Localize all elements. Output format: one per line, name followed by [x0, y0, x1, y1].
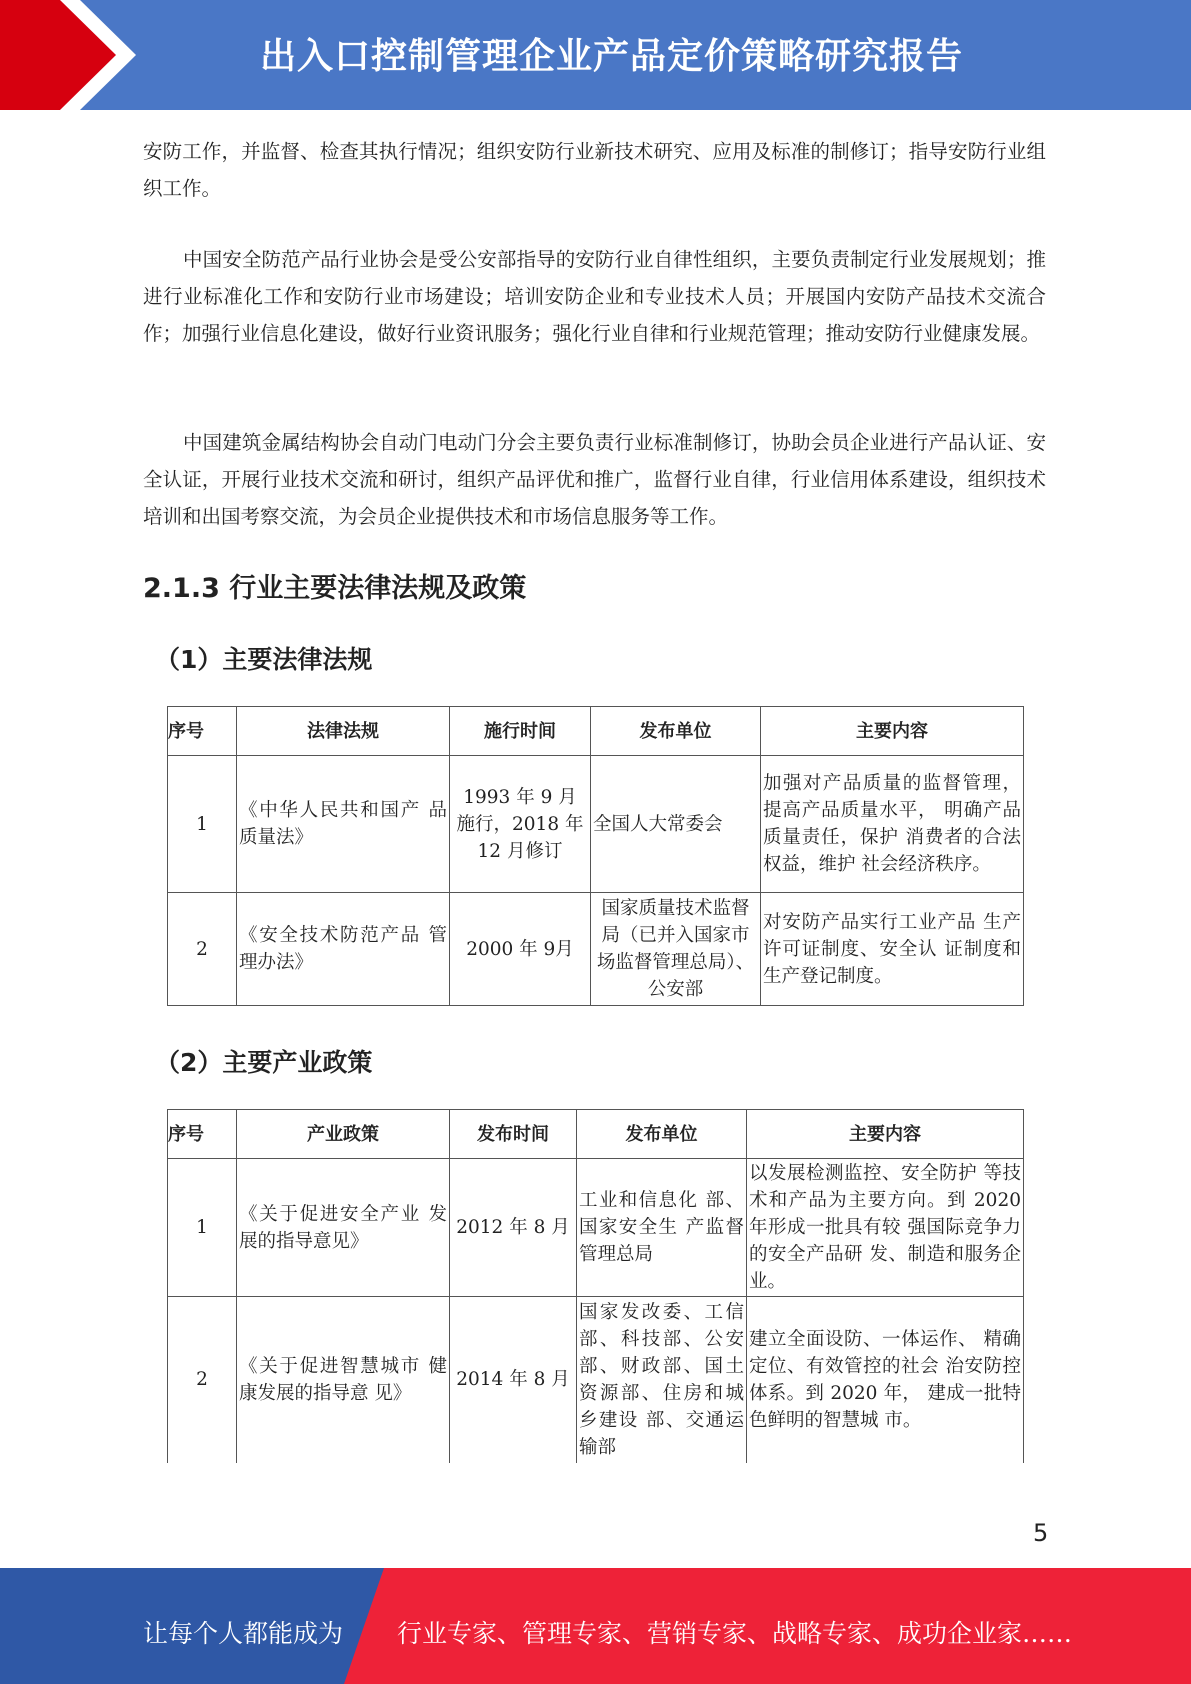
cell-date: 2000 年 9月: [450, 893, 591, 1006]
table-header-row: [168, 1110, 1024, 1159]
page-footer: [0, 1568, 1191, 1684]
cell-index: 1: [168, 1159, 237, 1297]
policies-heading: （2）主要产业政策: [155, 1048, 373, 1077]
header-arrow-decoration: [0, 0, 160, 110]
page-header: [0, 0, 1191, 110]
cell-content: 建立全面设防、一体运作、 精确定位、有效管控的社会 治安防控体系。到 2020 年， 建成一批特色鲜明的智慧城 市。: [747, 1297, 1024, 1463]
cell-issuer: 全国人大常委会: [591, 756, 761, 893]
cell-index: 2: [168, 1297, 237, 1463]
col-header-issuer: 发布单位: [577, 1110, 747, 1159]
cell-issuer: 国家质量技术监督局（已并入国家市场监督管理总局）、公安部: [591, 893, 761, 1006]
page-number: 5: [1033, 1519, 1049, 1547]
cell-policy: 《关于促进安全产业 发展的指导意见》: [237, 1159, 450, 1297]
footer-slogan-right: 行业专家、管理专家、营销专家、战略专家、成功企业家……: [397, 1619, 1073, 1648]
cell-law: 《中华人民共和国产 品质量法》: [237, 756, 450, 893]
policies-table: [167, 1109, 1024, 1463]
cell-date: 2012 年 8 月: [450, 1159, 577, 1297]
cell-index: 2: [168, 893, 237, 1006]
col-header-index: 序号: [168, 707, 237, 756]
col-header-index: 序号: [168, 1110, 237, 1159]
cell-content: 对安防产品实行工业产品 生产许可证制度、安全认 证制度和生产登记制度。: [761, 893, 1024, 1006]
col-header-policy: 产业政策: [237, 1110, 450, 1159]
cell-policy: 《关于促进智慧城市 健康发展的指导意 见》: [237, 1297, 450, 1463]
paragraph-1: 安防工作，并监督、检查其执行情况；组织安防行业新技术研究、应用及标准的制修订；指导安防行业组织工作。: [143, 140, 1046, 200]
report-title: 出入口控制管理企业产品定价策略研究报告: [260, 36, 964, 77]
cell-issuer: 国家发改委、工信部、科技部、公安部、财政部、国土资源部、住房和城乡建设 部、交通运输部: [577, 1297, 747, 1463]
cell-index: 1: [168, 756, 237, 893]
cell-content: 以发展检测监控、安全防护 等技术和产品为主要方向。到 2020 年形成一批具有较 强国际竞争力的安全产品研 发、制造和服务企业。: [747, 1159, 1024, 1297]
table-row: [168, 1159, 1024, 1297]
cell-law: 《安全技术防范产品 管理办法》: [237, 893, 450, 1006]
paragraph-3: 中国建筑金属结构协会自动门电动门分会主要负责行业标准制修订，协助会员企业进行产品认证、安全认证，开展行业技术交流和研讨，组织产品评优和推广，监督行业自律，行业信用体系建设，组织技术培训和出国考察交流，为会员企业提供技术和市场信息服务等工作。: [143, 431, 1046, 528]
col-header-content: 主要内容: [761, 707, 1024, 756]
col-header-content: 主要内容: [747, 1110, 1024, 1159]
col-header-release-date: 发布时间: [450, 1110, 577, 1159]
table-row: [168, 893, 1024, 1006]
col-header-effective-date: 施行时间: [450, 707, 591, 756]
col-header-issuer: 发布单位: [591, 707, 761, 756]
cell-date: 1993 年 9 月 施行，2018 年 12 月修订: [450, 756, 591, 893]
paragraph-2: 中国安全防范产品行业协会是受公安部指导的安防行业自律性组织，主要负责制定行业发展规划；推进行业标准化工作和安防行业市场建设；培训安防企业和专业技术人员；开展国内安防产品技术交流合作；加强行业信息化建设，做好行业资讯服务；强化行业自律和行业规范管理；推动安防行业健康发展。: [143, 248, 1046, 345]
table-row: [168, 756, 1024, 893]
table-header-row: [168, 707, 1024, 756]
footer-slogan-left: 让每个人都能成为: [143, 1619, 344, 1648]
cell-date: 2014 年 8 月: [450, 1297, 577, 1463]
cell-content: 加强对产品质量的监督管理，提高产品质量水平， 明确产品质量责任，保护 消费者的合法权益，维护 社会经济秩序。: [761, 756, 1024, 893]
col-header-law: 法律法规: [237, 707, 450, 756]
laws-table: [167, 706, 1024, 1006]
table-row: [168, 1297, 1024, 1463]
laws-heading: （1）主要法律法规: [155, 645, 373, 674]
section-heading: 2.1.3 行业主要法律法规及政策: [143, 573, 527, 604]
cell-issuer: 工业和信息化 部、国家安全生 产监督管理总局: [577, 1159, 747, 1297]
